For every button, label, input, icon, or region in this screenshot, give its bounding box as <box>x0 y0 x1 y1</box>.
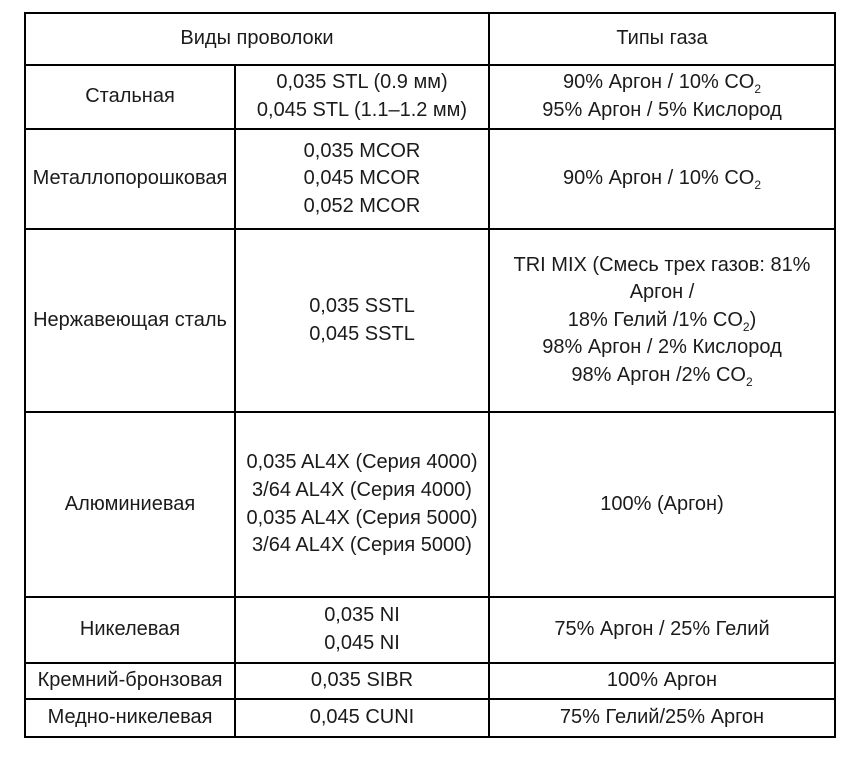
gas-type-line: 90% Аргон / 10% $CO_2$ <box>562 167 761 193</box>
gas-types-cell <box>489 412 835 597</box>
gas-type-line: 98% Аргон /2% $CO_2$ <box>571 363 753 389</box>
table-row <box>25 129 835 229</box>
table-row <box>25 597 835 663</box>
table-row <box>25 699 835 737</box>
wire-size-line: 0,052 MCOR <box>303 194 421 217</box>
wire-sizes-cell <box>235 663 489 699</box>
gas-type-line: 98% Аргон / 2% Кислород <box>542 336 782 359</box>
wire-size-line: 0,035 STL (0.9 мм) <box>276 71 448 94</box>
gas-type-line: 100% Аргон <box>606 669 718 692</box>
wire-size-line: 0,045 CUNI <box>309 706 415 729</box>
header-row <box>25 13 835 65</box>
wire-type-cell: Стальная <box>25 65 235 129</box>
gas-type-line: 75% Гелий/25% Аргон <box>559 706 765 729</box>
gas-type-line: TRI MIX (Смесь трех газов: 81% <box>513 253 811 276</box>
gas-type-line: Аргон / <box>629 281 695 304</box>
table-row <box>25 663 835 699</box>
wire-size-line: 3/64 AL4X (Серия 5000) <box>252 534 472 557</box>
wire-sizes-cell <box>235 597 489 663</box>
wire-size-line: 0,045 SSTL <box>309 322 415 345</box>
gas-types-cell <box>489 663 835 699</box>
wire-size-line: 0,045 NI <box>324 632 400 654</box>
wire-type-cell: Кремний-бронзовая <box>25 663 235 699</box>
gas-type-line: 90% Аргон / 10% $CO_2$ <box>562 71 761 97</box>
wire-sizes-cell <box>235 65 489 129</box>
wire-sizes-cell <box>235 129 489 229</box>
wire-sizes-cell <box>235 412 489 597</box>
gas-types-cell <box>489 597 835 663</box>
table-row <box>25 412 835 597</box>
gas-types-cell <box>489 699 835 737</box>
gas-types-cell <box>489 129 835 229</box>
wire-size-line: 0,035 MCOR <box>303 139 421 162</box>
wire-type-cell: Алюминиевая <box>25 412 235 597</box>
gas-type-line: 75% Аргон / 25% Гелий <box>554 618 770 641</box>
wire-size-line: 0,045 MCOR <box>303 167 421 190</box>
wire-gas-spec-table <box>24 12 836 738</box>
wire-type-cell: Нержавеющая сталь <box>25 229 235 412</box>
wire-size-line: 0,035 NI <box>324 604 400 627</box>
table-row <box>25 65 835 129</box>
wire-type-cell: Никелевая <box>25 597 235 663</box>
wire-size-line: 0,035 AL4X (Серия 4000) <box>246 451 478 474</box>
wire-size-line: 0,035 SSTL <box>309 294 415 317</box>
gas-types-cell <box>489 65 835 129</box>
wire-type-cell: Металлопорошковая <box>25 129 235 229</box>
wire-type-cell: Медно-никелевая <box>25 699 235 737</box>
gas-types-cell <box>489 229 835 412</box>
gas-type-line: 100% (Аргон) <box>600 492 724 515</box>
gas-type-line: 18% Гелий /1% $CO_2$) <box>567 308 757 334</box>
wire-sizes-cell <box>235 699 489 737</box>
gas-type-line: 95% Аргон / 5% Кислород <box>542 99 782 121</box>
wire-sizes-cell <box>235 229 489 412</box>
wire-size-line: 0,035 SIBR <box>310 669 414 692</box>
wire-size-line: 0,035 AL4X (Серия 5000) <box>246 506 478 529</box>
column-header-wire-types: Виды проволоки <box>25 13 489 65</box>
wire-size-line: 3/64 AL4X (Серия 4000) <box>252 478 472 501</box>
table-row <box>25 229 835 412</box>
column-header-gas-types: Типы газа <box>489 13 835 65</box>
wire-size-line: 0,045 STL (1.1–1.2 мм) <box>256 99 468 121</box>
